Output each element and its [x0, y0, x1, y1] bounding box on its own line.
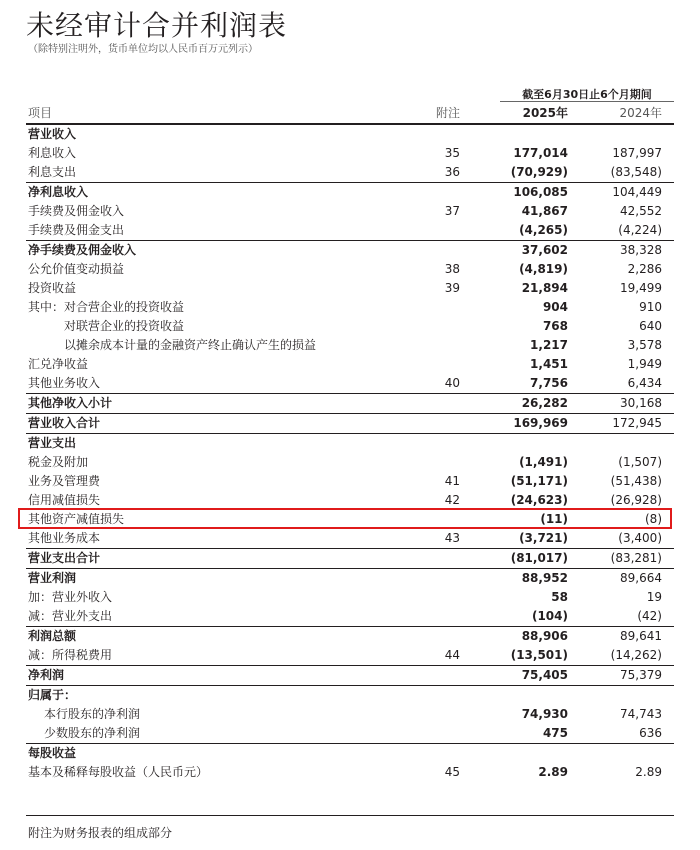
row-value-2025: 88,906: [521, 629, 568, 643]
table-row: [0, 355, 700, 374]
period-underline: [500, 101, 674, 102]
table-row: [0, 472, 700, 491]
table-row: [0, 202, 700, 221]
row-value-2025: (13,501): [510, 648, 568, 662]
column-header-2024: 2024年: [619, 106, 662, 120]
row-value-2024: 75,379: [620, 668, 662, 682]
row-value-2025: 7,756: [530, 376, 568, 390]
row-value-2025: (3,721): [519, 531, 568, 545]
row-note: 37: [444, 204, 460, 218]
table-row: [0, 260, 700, 279]
table-row: [0, 336, 700, 355]
page-title: 未经审计合并利润表: [26, 9, 288, 42]
row-note: 36: [444, 165, 460, 179]
row-value-2024: (26,928): [610, 493, 662, 507]
row-value-2025: 1,451: [530, 357, 568, 371]
table-row: [26, 626, 674, 646]
row-value-2024: (1,507): [618, 455, 662, 469]
row-label: 税金及附加: [28, 455, 89, 469]
row-label: 净手续费及佣金收入: [28, 243, 137, 257]
row-value-2024: 30,168: [620, 396, 662, 410]
row-label: 净利润: [28, 668, 65, 682]
table-row: [26, 124, 674, 144]
row-value-2024: 636: [639, 726, 662, 740]
row-value-2024: 910: [639, 300, 662, 314]
row-value-2024: 104,449: [612, 185, 662, 199]
row-label: 营业支出: [28, 436, 77, 450]
row-value-2025: 37,602: [521, 243, 568, 257]
row-value-2025: (24,623): [510, 493, 568, 507]
table-row: [0, 529, 700, 548]
row-label: 减：所得税费用: [28, 648, 113, 662]
row-value-2024: 19: [646, 590, 662, 604]
row-label: 手续费及佣金支出: [28, 223, 125, 237]
column-header-note: 附注: [435, 106, 460, 120]
period-header: 截至6月30日止6个月期间: [522, 88, 652, 101]
row-value-2025: (4,819): [519, 262, 568, 276]
row-value-2025: (4,265): [519, 223, 568, 237]
row-value-2025: 1,217: [530, 338, 568, 352]
row-label: 少数股东的净利润: [44, 726, 141, 740]
row-value-2024: 89,664: [620, 571, 662, 585]
row-value-2024: 3,578: [627, 338, 662, 352]
row-label: 投资收益: [28, 281, 77, 295]
row-label: 信用减值损失: [28, 493, 101, 507]
row-value-2024: 42,552: [620, 204, 662, 218]
row-value-2025: (11): [540, 512, 568, 526]
table-bottom-divider: [26, 815, 674, 816]
row-value-2024: (83,281): [610, 551, 662, 565]
row-label: 其他净收入小计: [28, 396, 113, 410]
table-row: [26, 548, 674, 568]
row-value-2024: (14,262): [610, 648, 662, 662]
row-label: 净利息收入: [28, 185, 89, 199]
row-value-2025: 2.89: [538, 765, 568, 779]
row-value-2025: (1,491): [519, 455, 568, 469]
row-value-2025: (81,017): [510, 551, 568, 565]
table-row: [0, 588, 700, 607]
row-value-2025: 106,085: [513, 185, 568, 199]
row-value-2024: (83,548): [610, 165, 662, 179]
table-row: [0, 144, 700, 163]
table-row: [26, 182, 674, 202]
row-label: 本行股东的净利润: [44, 707, 141, 721]
row-value-2025: 21,894: [521, 281, 568, 295]
table-row: [0, 763, 700, 782]
row-label: 以摊余成本计量的金融资产终止确认产生的损益: [64, 338, 317, 352]
table-row: [0, 453, 700, 472]
row-note: 39: [444, 281, 460, 295]
row-value-2025: (51,171): [510, 474, 568, 488]
table-row: [26, 743, 674, 763]
row-note: 40: [444, 376, 460, 390]
row-value-2024: 38,328: [620, 243, 662, 257]
row-value-2024: 89,641: [620, 629, 662, 643]
table-row: [26, 393, 674, 413]
highlight-box: [18, 508, 672, 529]
row-value-2024: (3,400): [618, 531, 662, 545]
row-label: 其他资产减值损失: [28, 512, 125, 526]
row-value-2024: (8): [645, 512, 662, 526]
row-label: 手续费及佣金收入: [28, 204, 125, 218]
table-row: [0, 279, 700, 298]
row-note: 38: [444, 262, 460, 276]
row-value-2025: 169,969: [513, 416, 568, 430]
row-label: 营业利润: [28, 571, 77, 585]
row-value-2024: (42): [637, 609, 662, 623]
row-value-2024: 6,434: [627, 376, 662, 390]
row-value-2025: 58: [551, 590, 568, 604]
row-value-2024: 74,743: [620, 707, 662, 721]
row-note: 35: [444, 146, 460, 160]
row-label: 其他业务成本: [28, 531, 101, 545]
row-label: 利息收入: [28, 146, 77, 160]
table-row: [0, 374, 700, 393]
row-label: 基本及稀释每股收益（人民币元）: [28, 765, 209, 779]
row-label: 利润总额: [28, 629, 77, 643]
row-value-2025: (70,929): [510, 165, 568, 179]
column-header-item: 项目: [28, 106, 53, 120]
row-label: 利息支出: [28, 165, 77, 179]
table-row: [0, 298, 700, 317]
row-value-2025: 74,930: [521, 707, 568, 721]
row-value-2024: (51,438): [610, 474, 662, 488]
row-value-2025: 475: [542, 726, 568, 740]
row-value-2024: 640: [639, 319, 662, 333]
row-value-2025: 26,282: [521, 396, 568, 410]
row-label: 加：营业外收入: [28, 590, 113, 604]
row-note: 44: [444, 648, 460, 662]
row-label: 公允价值变动损益: [28, 262, 125, 276]
table-row: [0, 221, 700, 240]
row-label: 每股收益: [28, 746, 77, 760]
row-value-2025: 88,952: [521, 571, 568, 585]
row-value-2024: 172,945: [612, 416, 662, 430]
row-note: 43: [444, 531, 460, 545]
row-value-2024: 187,997: [612, 146, 662, 160]
row-label: 营业收入: [28, 127, 77, 141]
currency-note: （除特别注明外，货币单位均以人民币百万元列示）: [28, 44, 258, 55]
column-header-2025: 2025年: [522, 106, 568, 120]
table-row: [0, 163, 700, 182]
row-value-2024: 19,499: [620, 281, 662, 295]
row-label: 业务及管理费: [28, 474, 101, 488]
row-label: 营业收入合计: [28, 416, 101, 430]
row-note: 42: [444, 493, 460, 507]
row-value-2024: 2.89: [635, 765, 662, 779]
row-note: 45: [444, 765, 460, 779]
table-row: [0, 724, 700, 743]
table-row: [0, 705, 700, 724]
table-row: [26, 240, 674, 260]
table-row: [0, 317, 700, 336]
row-value-2024: 1,949: [627, 357, 662, 371]
row-value-2025: 904: [542, 300, 568, 314]
row-note: 41: [444, 474, 460, 488]
row-label: 其他业务收入: [28, 376, 101, 390]
row-value-2024: (4,224): [618, 223, 662, 237]
row-label: 对联营企业的投资收益: [64, 319, 185, 333]
row-label: 其中：对合营企业的投资收益: [28, 300, 185, 314]
row-value-2024: 2,286: [627, 262, 662, 276]
table-row: [26, 568, 674, 588]
table-row: [0, 607, 700, 626]
row-label: 减：营业外支出: [28, 609, 113, 623]
row-value-2025: 177,014: [513, 146, 568, 160]
table-row: [26, 665, 674, 685]
row-value-2025: 768: [542, 319, 568, 333]
row-value-2025: 41,867: [521, 204, 568, 218]
row-value-2025: (104): [531, 609, 568, 623]
table-row: [0, 646, 700, 665]
row-label: 营业支出合计: [28, 551, 101, 565]
row-label: 归属于：: [28, 688, 77, 702]
table-row: [26, 413, 674, 433]
table-row: [26, 433, 674, 453]
table-row: [26, 685, 674, 705]
column-header-row: [0, 104, 700, 122]
income-statement-table: [0, 124, 700, 782]
footer-note: 附注为财务报表的组成部分: [28, 826, 173, 840]
row-label: 汇兑净收益: [28, 357, 89, 371]
row-value-2025: 75,405: [521, 668, 568, 682]
